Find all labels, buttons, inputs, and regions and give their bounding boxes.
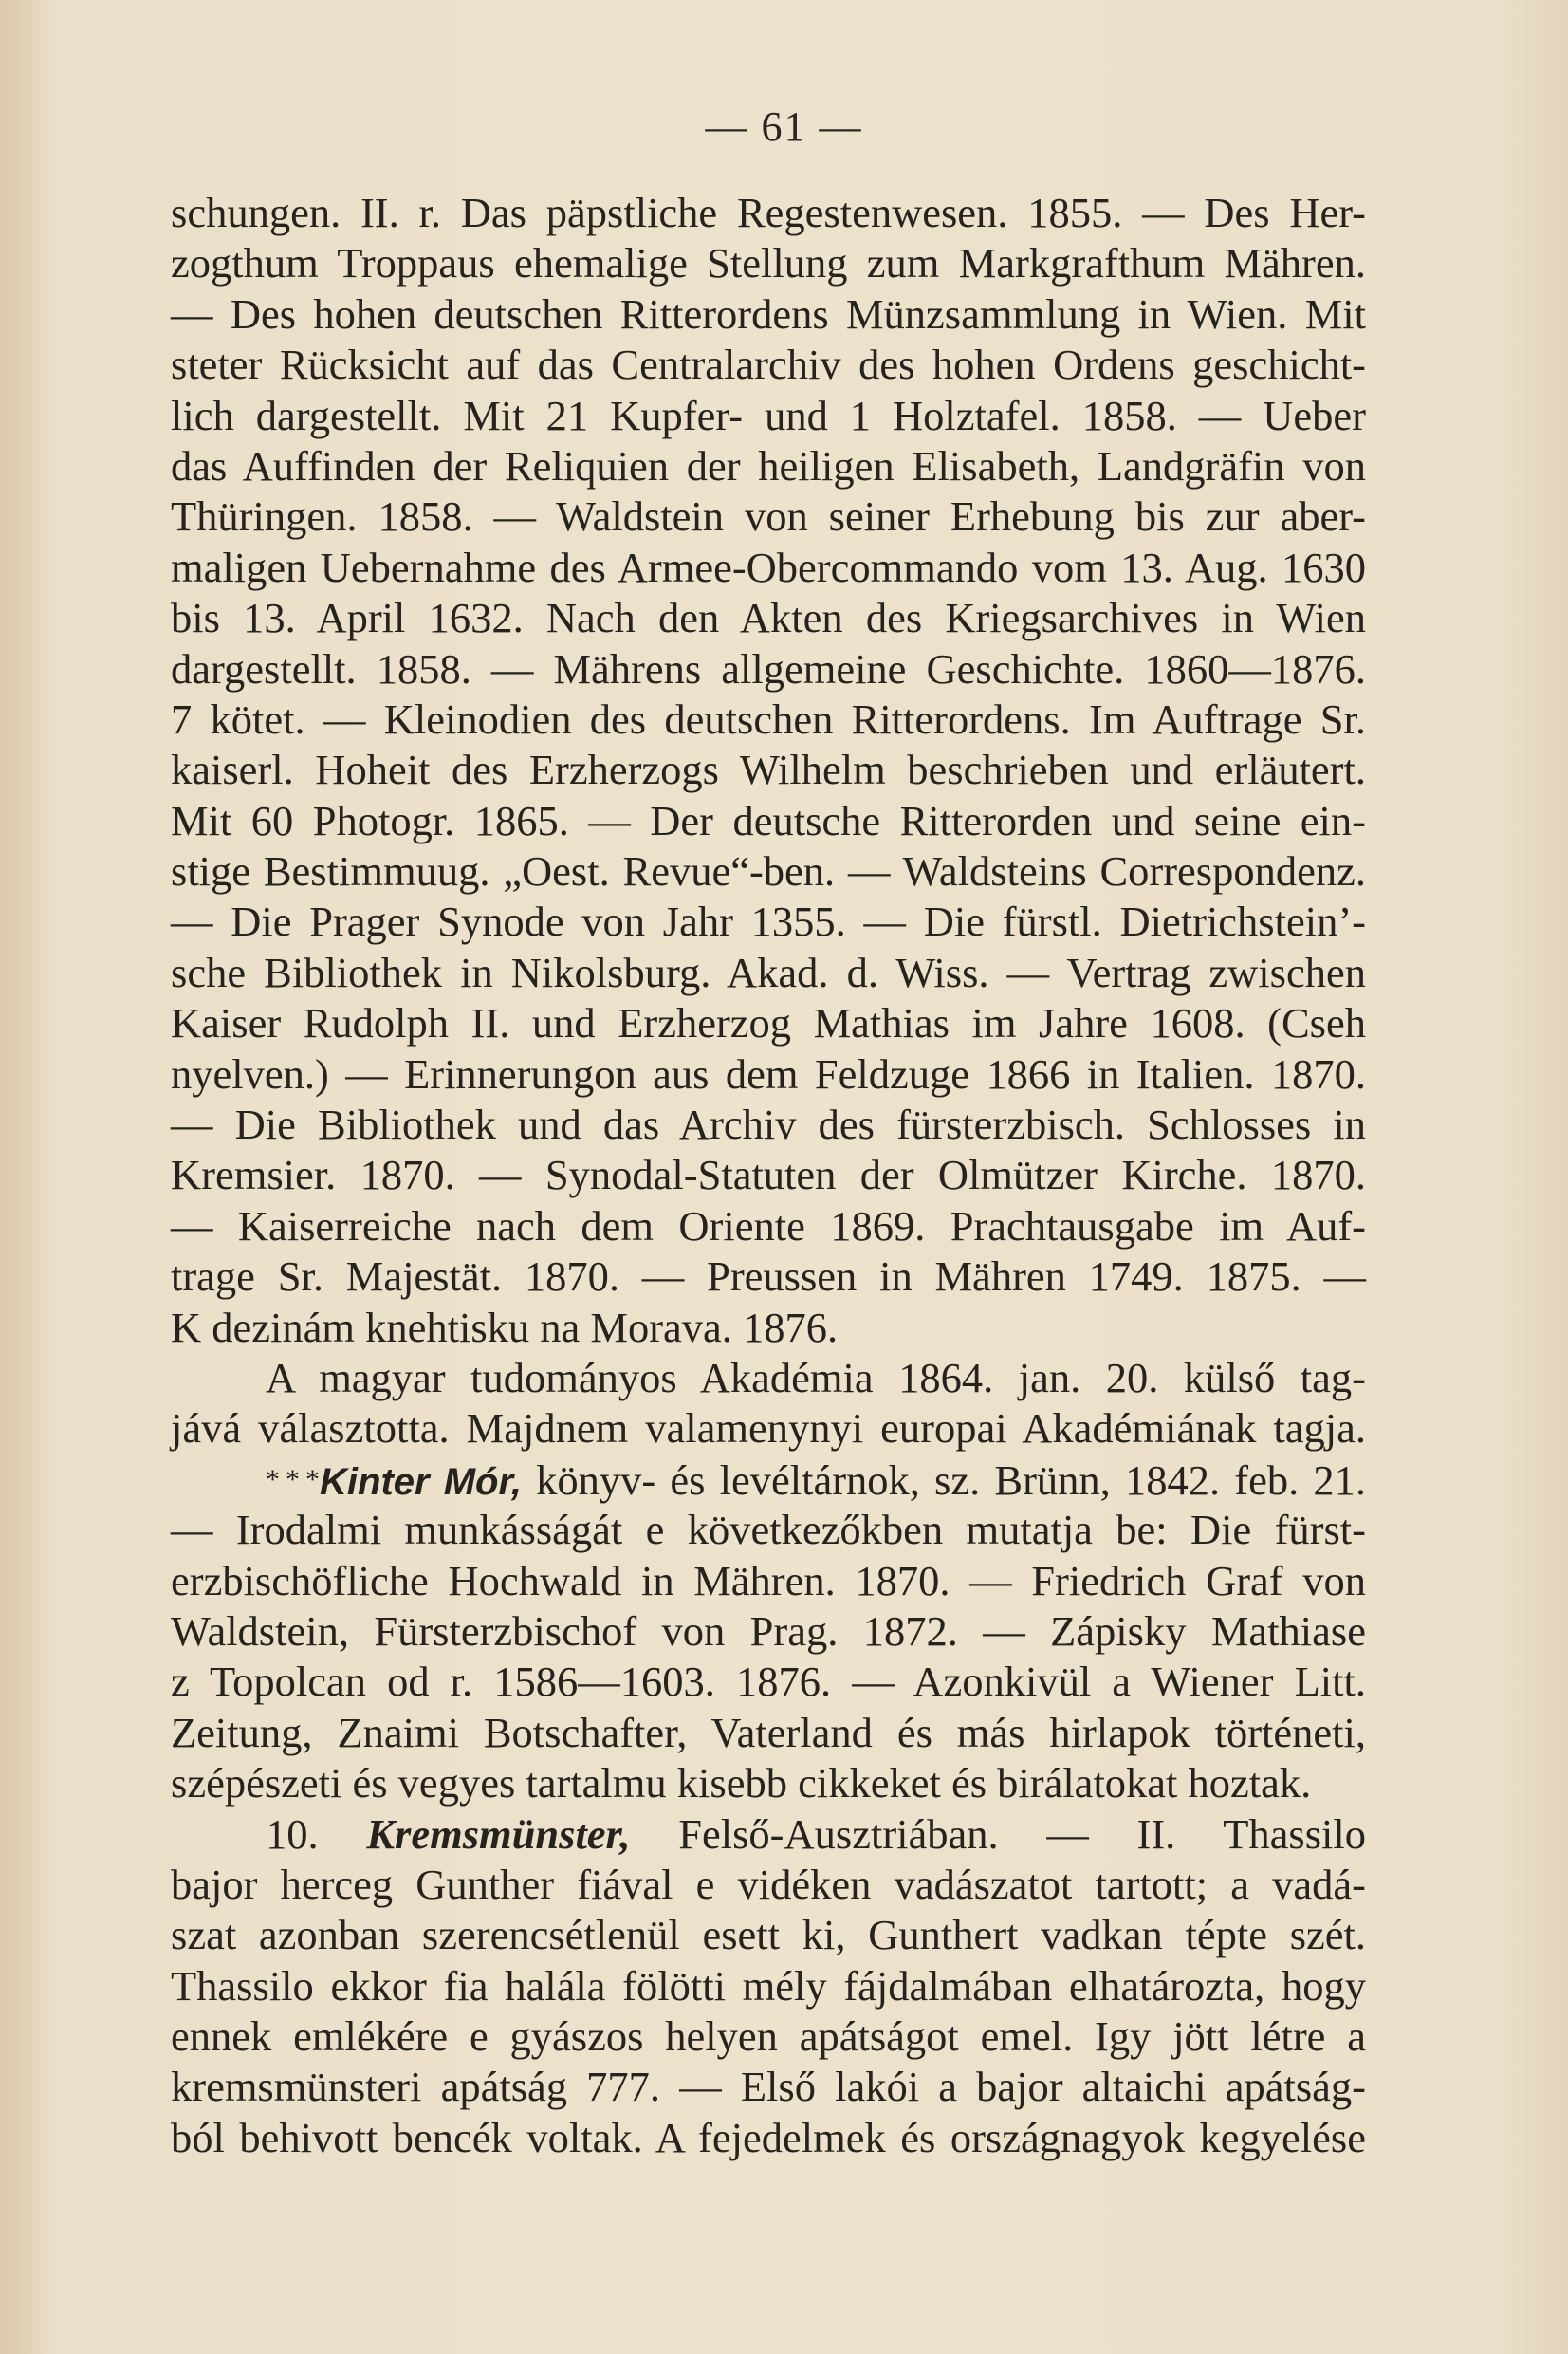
text-line: — Die Bibliothek und das Archiv des fürsterzbisch. Schlosses in — [171, 1101, 1366, 1149]
text-line: 7 kötet. — Kleinodien des deutschen Ritterordens. Im Auftrage Sr. — [171, 695, 1366, 743]
entry-heading-line — [171, 1809, 1366, 1860]
text-line: nyelven.) — Erinnerungon aus dem Feldzuge 1866 in Italien. 1870. — [171, 1049, 1366, 1098]
text-line: zogthum Troppaus ehemalige Stellung zum Markgrafthum Mähren. — [171, 239, 1366, 287]
page-number: — 61 — — [705, 103, 863, 150]
paragraph-line: ennek emlékére e gyászos helyen apátságot emel. Igy jött létre a — [171, 2012, 1366, 2061]
text-line: Mit 60 Photogr. 1865. — Der deutsche Ritterorden und seine ein- — [171, 796, 1366, 844]
paragraph-line: Waldstein, Fürsterzbischof von Prag. 1872. — Zápisky Mathiase — [171, 1606, 1366, 1655]
text-line: kaiserl. Hoheit des Erzherzogs Wilhelm beschrieben und erläutert. — [171, 746, 1366, 794]
text-line: K dezinám knehtisku na Morava. 1876. — [171, 1303, 839, 1351]
entry-name: Kremsmünster, — [366, 1809, 631, 1858]
paragraph-line: Zeitung, Znaimi Botschafter, Vaterland és más hirlapok történeti, — [171, 1708, 1366, 1756]
paragraph-line: ból behivott bencék voltak. A fejedelmek és országnagyok kegyelése — [171, 2113, 1366, 2161]
text-line: — Die Prager Synode von Jahr 1355. — Die fürstl. Dietrichstein’- — [171, 898, 1366, 946]
text-block — [171, 188, 1366, 2163]
paragraph-line: — Irodalmi munkásságát e következőkben mutatja be: Die fürst- — [171, 1506, 1366, 1554]
text-line: maligen Uebernahme des Armee-Obercommando vom 13. Aug. 1630 — [171, 543, 1366, 591]
text-line: schungen. II. r. Das päpstliche Regestenwesen. 1855. — Des Her- — [171, 189, 1366, 236]
asterism: * * * — [266, 1463, 321, 1495]
paragraph-line: szépészeti és vegyes tartalmu kisebb cikkeket és birálatokat hoztak. — [171, 1759, 1312, 1807]
text-line: Thüringen. 1858. — Waldstein von seiner Erhebung bis zur aber- — [171, 492, 1366, 541]
text-line: Kaiser Rudolph II. und Erzherzog Mathias im Jahre 1608. (Cseh — [171, 999, 1366, 1047]
text-line: das Auffinden der Reliquien der heiligen Elisabeth, Landgräfin von — [171, 441, 1366, 490]
paragraph-line: z Topolcan od r. 1586—1603. 1876. — Azonkivül a Wiener Litt. — [171, 1658, 1366, 1706]
text-line: — Kaiserreiche nach dem Oriente 1869. Prachtausgabe im Auf- — [171, 1201, 1366, 1250]
paragraph-line: erzbischöfliche Hochwald in Mähren. 1870. — Friedrich Graf von — [171, 1556, 1366, 1604]
text-line: — Des hohen deutschen Ritterordens Münzsammlung in Wien. Mit — [171, 289, 1366, 338]
text-line: bis 13. April 1632. Nach den Akten des Kriegsarchives in Wien — [171, 594, 1366, 642]
text-line: stige Bestimmuug. „Oest. Revue“-ben. — Waldsteins Correspondenz. — [171, 847, 1366, 896]
entry-name: Kinter Mór, — [320, 1460, 522, 1503]
paragraph-line: szat azonban szerencsétlenül esett ki, Gunthert vadkan tépte szét. — [171, 1911, 1366, 1959]
paragraph-line: A magyar tudományos Akadémia 1864. jan. 20. külső tag- — [266, 1353, 1366, 1401]
text-line: steter Rücksicht auf das Centralarchiv des hohen Ordens geschicht- — [171, 341, 1366, 389]
text-line: dargestellt. 1858. — Mährens allgemeine Geschichte. 1860—1876. — [171, 644, 1366, 693]
text-line: sche Bibliothek in Nikolsburg. Akad. d. Wiss. — Vertrag zwischen — [171, 948, 1366, 996]
paragraph-line: jává választotta. Majdnem valamenynyi europai Akadémiának tagja. — [171, 1404, 1366, 1453]
entry-heading-line — [171, 1455, 1366, 1505]
text-line: Kremsier. 1870. — Synodal-Statuten der Olmützer Kirche. 1870. — [171, 1151, 1366, 1199]
text-line: trage Sr. Majestät. 1870. — Preussen in Mähren 1749. 1875. — — [171, 1252, 1366, 1301]
entry-number: 10. — [266, 1809, 319, 1858]
paragraph-line: kremsmünsteri apátság 777. — Első lakói a bajor altaichi apátság- — [171, 2063, 1366, 2111]
entry-heading-rest: könyv- és levéltárnok, sz. Brünn, 1842. feb. 21. — [521, 1455, 1366, 1504]
paragraph-line: bajor herceg Gunther fiával e vidéken vadászatot tartott; a vadá- — [171, 1860, 1366, 1908]
paragraph-line: Thassilo ekkor fia halála fölötti mély fájdalmában elhatározta, hogy — [171, 1961, 1366, 2010]
text-line: lich dargestellt. Mit 21 Kupfer- und 1 Holztafel. 1858. — Ueber — [171, 391, 1366, 439]
entry-heading-rest: Felső-Ausztriában. — II. Thassilo — [630, 1809, 1366, 1858]
